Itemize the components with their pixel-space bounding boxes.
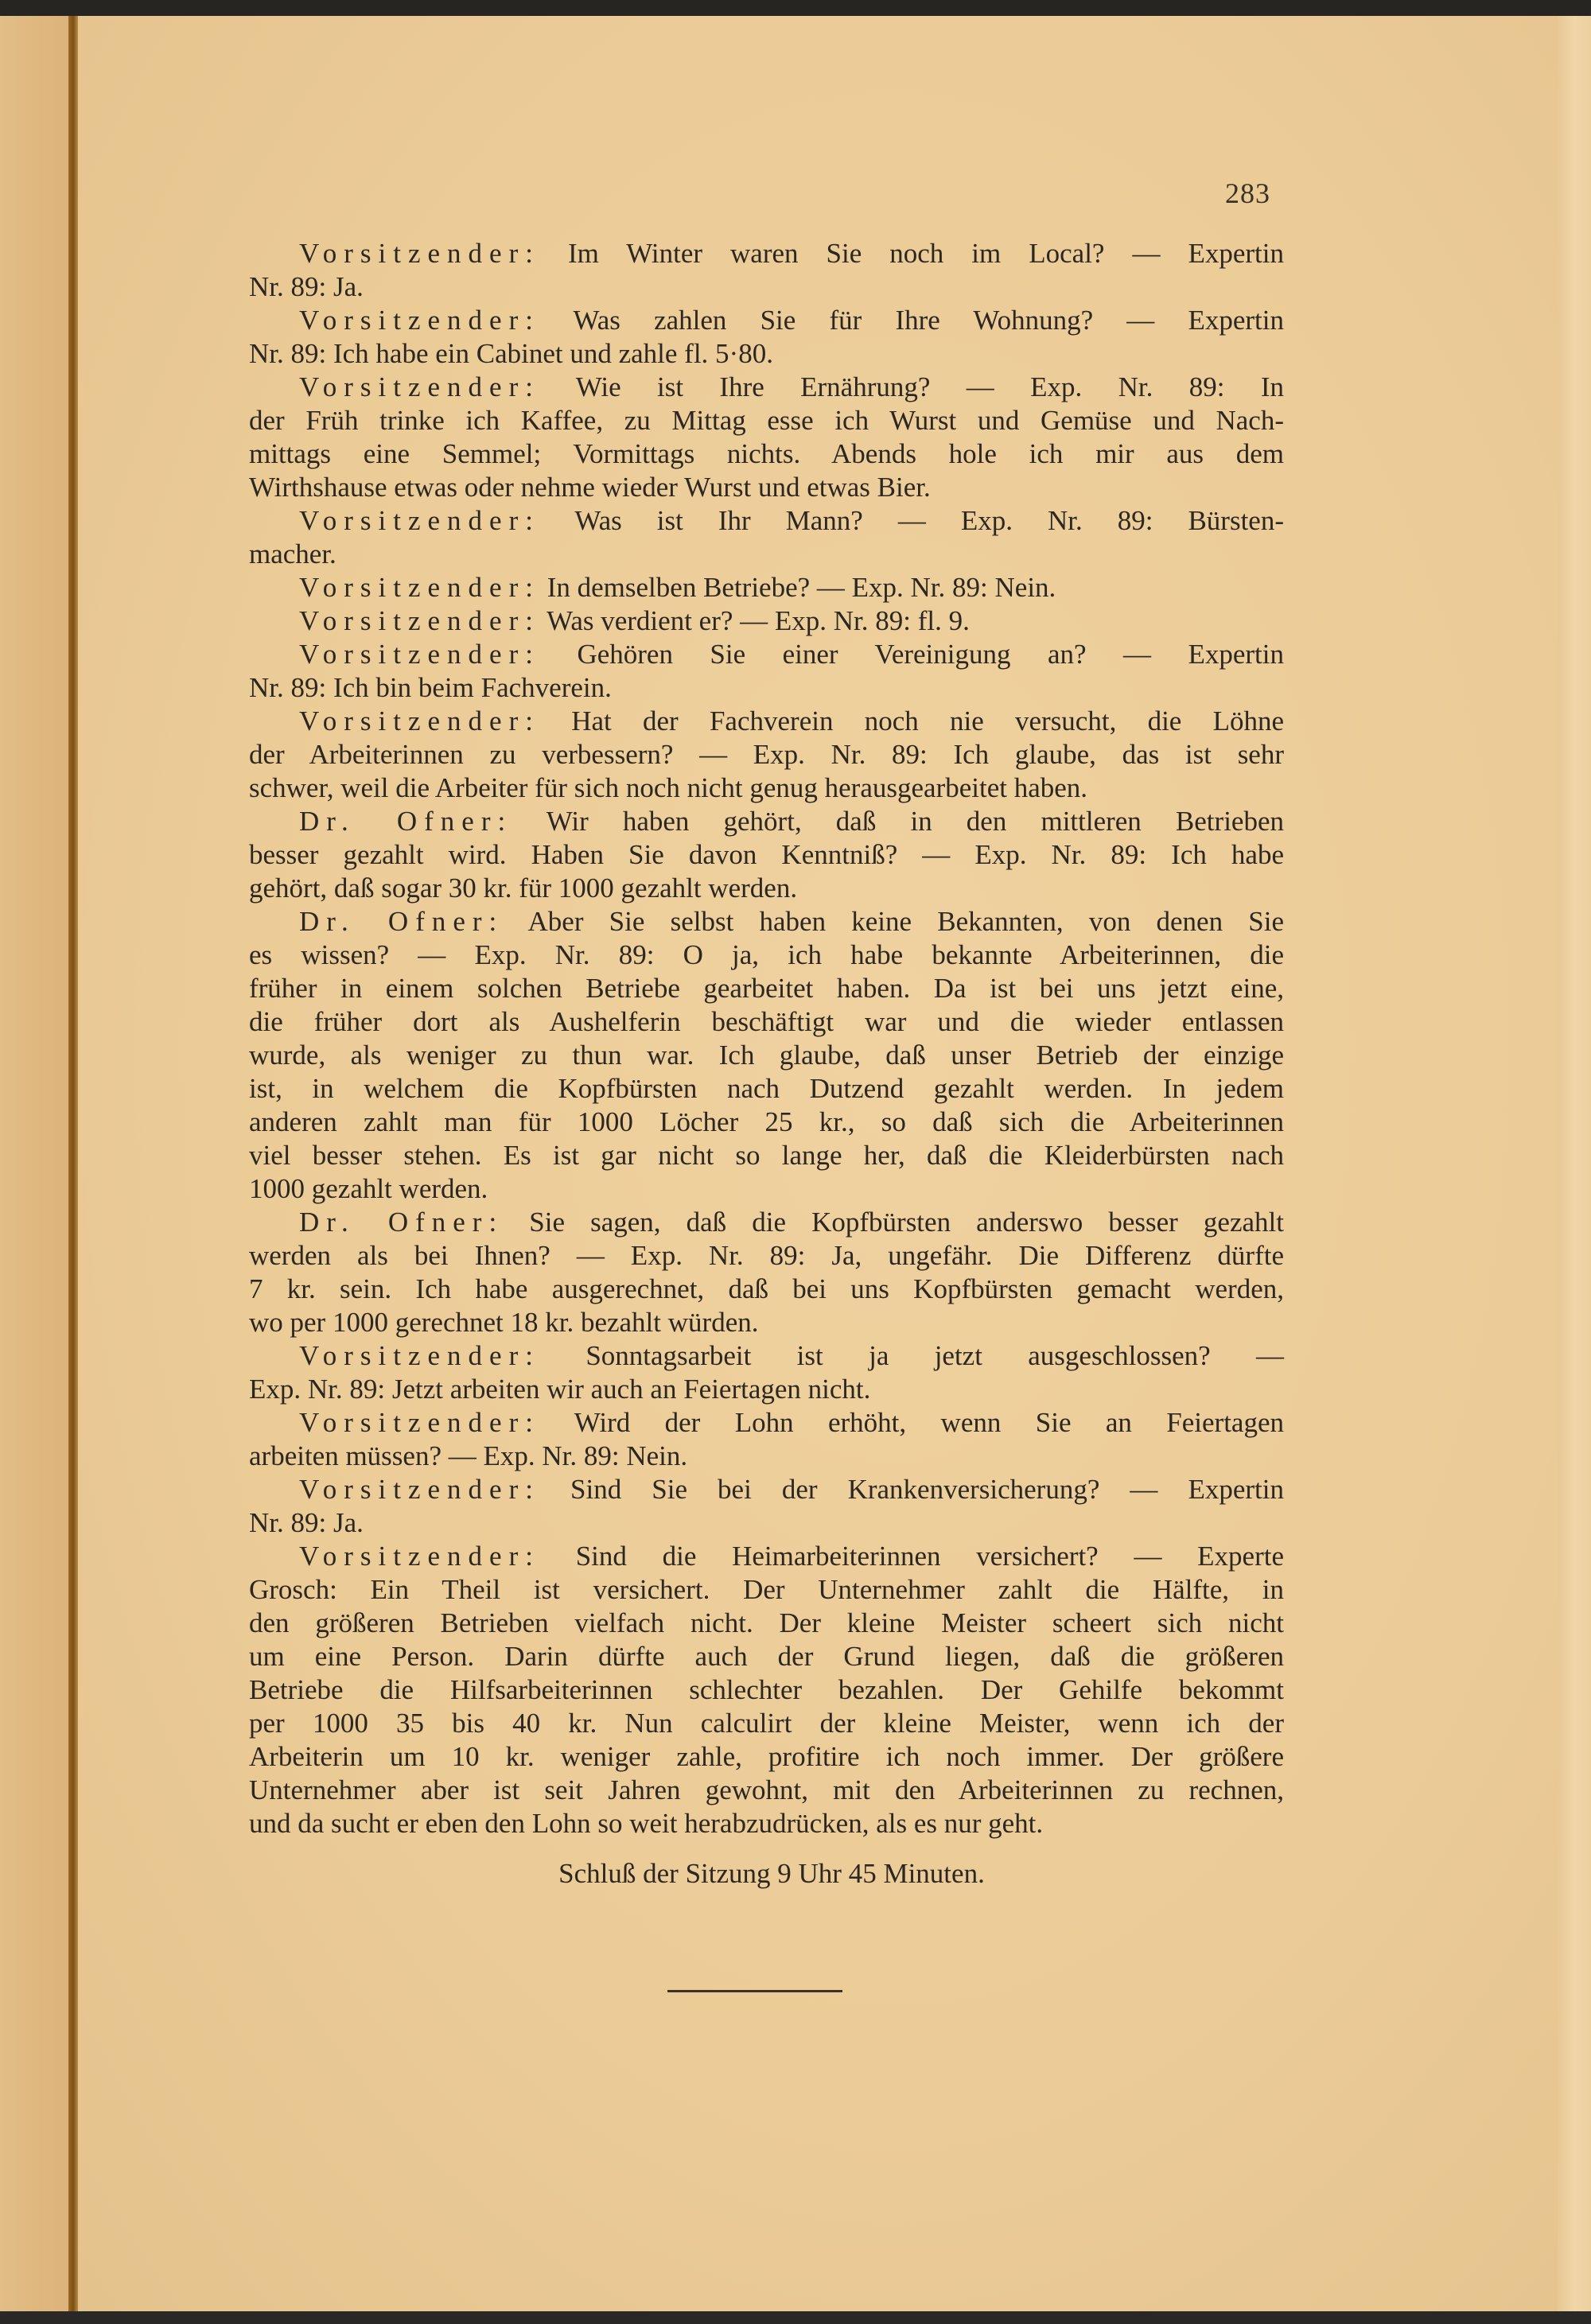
text-line	[249, 939, 1284, 972]
line-text: gehört, daß sogar 30 kr. für 1000 gezahlt werden.	[249, 872, 798, 904]
line-text: Was verdient er? — Exp. Nr. 89: fl. 9.	[539, 605, 970, 636]
closing-line	[0, 1858, 1591, 1890]
text-line	[249, 1607, 1284, 1640]
text-line	[249, 1373, 1284, 1406]
line-text: Sind die Heimarbeiterinnen versichert? — Experte	[539, 1541, 1284, 1572]
line-text: mittags eine Semmel; Vormittags nichts. Abends hole ich mir aus dem	[249, 438, 1284, 469]
speaker-label: Vorsitzender:	[299, 705, 540, 736]
text-line	[299, 705, 1284, 738]
line-text: Was zahlen Sie für Ihre Wohnung? — Expertin	[539, 305, 1284, 336]
text-line	[299, 905, 1284, 939]
text-line	[299, 1540, 1284, 1573]
text-line	[249, 1440, 1284, 1473]
text-line	[249, 337, 1284, 371]
line-text: den größeren Betrieben vielfach nicht. Der kleine Meister scheert sich nicht	[249, 1607, 1284, 1638]
text-line	[249, 404, 1284, 437]
line-text: Arbeiterin um 10 kr. weniger zahle, profitire ich noch immer. Der größere	[249, 1741, 1284, 1772]
text-line	[249, 1172, 1284, 1206]
text-line	[249, 1573, 1284, 1607]
text-line	[249, 671, 1284, 705]
speaker-label: Vorsitzender:	[299, 1407, 540, 1438]
line-text: Wir haben gehört, daß in den mittleren Betrieben	[512, 806, 1284, 837]
line-text: Wie ist Ihre Ernährung? — Exp. Nr. 89: In	[539, 371, 1284, 402]
text-line	[299, 371, 1284, 404]
line-text: 7 kr. sein. Ich habe ausgerechnet, daß bei uns Kopfbürsten gemacht werden,	[249, 1273, 1284, 1304]
line-text: wo per 1000 gerechnet 18 kr. bezahlt würden.	[249, 1307, 759, 1338]
text-line	[249, 270, 1284, 304]
speaker-label: Dr. Ofner:	[299, 806, 513, 837]
line-text: per 1000 35 bis 40 kr. Nun calculirt der kleine Meister, wenn ich der	[249, 1708, 1284, 1739]
facing-page-edge	[0, 16, 70, 2311]
end-rule	[667, 1990, 842, 1992]
line-text: um eine Person. Darin dürfte auch der Grund liegen, daß die größeren	[249, 1641, 1284, 1672]
closing-text: Schluß der Sitzung 9 Uhr 45 Minuten.	[558, 1858, 985, 1889]
text-line	[249, 1273, 1284, 1306]
text-line	[249, 1139, 1284, 1172]
speaker-label: Dr. Ofner:	[299, 906, 504, 937]
line-text: Nr. 89: Ja.	[249, 1507, 364, 1538]
line-text: schwer, weil die Arbeiter für sich noch nicht genug herausgearbeitet haben.	[249, 772, 1088, 803]
text-line	[249, 838, 1284, 872]
line-text: der Früh trinke ich Kaffee, zu Mittag esse ich Wurst und Gemüse und Nach-	[249, 405, 1284, 436]
text-line	[249, 771, 1284, 805]
speaker-label: Vorsitzender:	[299, 1541, 540, 1572]
speaker-label: Vorsitzender:	[299, 639, 540, 670]
line-text: Nr. 89: Ich habe ein Cabinet und zahle fl. 5·80.	[249, 338, 773, 369]
text-line	[249, 1774, 1284, 1807]
line-text: Unternehmer aber ist seit Jahren gewohnt, mit den Arbeiterinnen zu rechnen,	[249, 1774, 1284, 1805]
text-line	[299, 1406, 1284, 1440]
line-text: Im Winter waren Sie noch im Local? — Expertin	[539, 238, 1284, 269]
speaker-label: Vorsitzender:	[299, 572, 540, 603]
line-text: es wissen? — Exp. Nr. 89: O ja, ich habe bekannte Arbeiterinnen, die	[249, 939, 1284, 970]
speaker-label: Vorsitzender:	[299, 238, 540, 269]
line-text: und da sucht er eben den Lohn so weit herabzudrücken, als es nur geht.	[249, 1808, 1044, 1839]
line-text: Gehören Sie einer Vereinigung an? — Expertin	[539, 639, 1284, 670]
line-text: Was ist Ihr Mann? — Exp. Nr. 89: Bürsten-	[539, 505, 1284, 536]
text-line	[299, 571, 1284, 604]
line-text: der Arbeiterinnen zu verbessern? — Exp. Nr. 89: Ich glaube, das ist sehr	[249, 739, 1284, 770]
line-text: Sie sagen, daß die Kopfbürsten anderswo besser gezahlt	[504, 1207, 1284, 1238]
text-line	[299, 504, 1284, 538]
line-text: Wird der Lohn erhöht, wenn Sie an Feiertagen	[539, 1407, 1284, 1438]
line-text: Nr. 89: Ich bin beim Fachverein.	[249, 672, 612, 703]
text-line	[249, 738, 1284, 771]
line-text: früher in einem solchen Betriebe gearbeitet haben. Da ist bei uns jetzt eine,	[249, 973, 1284, 1004]
line-text: 1000 gezahlt werden.	[249, 1173, 488, 1204]
speaker-label: Vorsitzender:	[299, 1474, 540, 1505]
text-line	[299, 604, 1284, 638]
line-text: In demselben Betriebe? — Exp. Nr. 89: Nein.	[539, 572, 1056, 603]
text-line	[249, 1106, 1284, 1139]
line-text: Hat der Fachverein noch nie versucht, die Löhne	[539, 705, 1284, 736]
speaker-label: Dr. Ofner:	[299, 1207, 504, 1238]
line-text: Wirthshause etwas oder nehme wieder Wurst und etwas Bier.	[249, 472, 931, 503]
speaker-label: Vorsitzender:	[299, 1340, 540, 1371]
scan-bottom-edge	[0, 2311, 1591, 2324]
line-text: anderen zahlt man für 1000 Löcher 25 kr., so daß sich die Arbeiterinnen	[249, 1106, 1284, 1137]
text-line	[299, 1339, 1284, 1373]
line-text: ist, in welchem die Kopfbürsten nach Dutzend gezahlt werden. In jedem	[249, 1073, 1284, 1104]
line-text: die früher dort als Aushelferin beschäftigt war und die wieder entlassen	[249, 1006, 1284, 1037]
speaker-label: Vorsitzender:	[299, 605, 540, 636]
text-line	[299, 237, 1284, 270]
text-line	[249, 1673, 1284, 1707]
line-text: Exp. Nr. 89: Jetzt arbeiten wir auch an Feiertagen nicht.	[249, 1374, 871, 1405]
text-line	[249, 1239, 1284, 1273]
line-text: Nr. 89: Ja.	[249, 271, 364, 302]
text-line	[249, 872, 1284, 905]
text-line	[249, 972, 1284, 1005]
line-text: Sonntagsarbeit ist ja jetzt ausgeschlossen? —	[539, 1340, 1284, 1371]
text-line	[249, 1740, 1284, 1774]
line-text: wurde, als weniger zu thun war. Ich glaube, daß unser Betrieb der einzige	[249, 1040, 1284, 1071]
line-text: viel besser stehen. Es ist gar nicht so lange her, daß die Kleiderbürsten nach	[249, 1140, 1284, 1171]
line-text: Sind Sie bei der Krankenversicherung? — Expertin	[539, 1474, 1284, 1505]
text-line	[249, 1506, 1284, 1540]
line-text: besser gezahlt wird. Haben Sie davon Kenntniß? — Exp. Nr. 89: Ich habe	[249, 839, 1284, 870]
line-text: Betriebe die Hilfsarbeiterinnen schlechter bezahlen. Der Gehilfe bekommt	[249, 1674, 1284, 1705]
speaker-label: Vorsitzender:	[299, 371, 540, 402]
text-line	[299, 304, 1284, 337]
text-line	[249, 1005, 1284, 1039]
text-line	[249, 1306, 1284, 1339]
speaker-label: Vorsitzender:	[299, 305, 540, 336]
line-text: arbeiten müssen? — Exp. Nr. 89: Nein.	[249, 1440, 688, 1471]
text-line	[249, 1072, 1284, 1106]
line-text: macher.	[249, 538, 336, 569]
text-line	[249, 471, 1284, 504]
page-number: 283	[1225, 177, 1270, 209]
line-text: werden als bei Ihnen? — Exp. Nr. 89: Ja, ungefähr. Die Differenz dürfte	[249, 1240, 1284, 1271]
line-text: Aber Sie selbst haben keine Bekannten, von denen Sie	[504, 906, 1284, 937]
text-line	[249, 1039, 1284, 1072]
text-line	[249, 1807, 1284, 1840]
scan-top-edge	[0, 0, 1591, 16]
text-line	[249, 437, 1284, 471]
text-line	[299, 805, 1284, 838]
text-line	[299, 638, 1284, 671]
page-edge-right	[1558, 16, 1591, 2311]
text-line	[249, 1640, 1284, 1673]
speaker-label: Vorsitzender:	[299, 505, 540, 536]
line-text: Grosch: Ein Theil ist versichert. Der Unternehmer zahlt die Hälfte, in	[249, 1574, 1284, 1605]
book-gutter	[68, 16, 78, 2311]
text-line	[299, 1206, 1284, 1239]
text-line	[249, 1707, 1284, 1740]
text-line	[249, 538, 1284, 571]
text-line	[299, 1473, 1284, 1506]
